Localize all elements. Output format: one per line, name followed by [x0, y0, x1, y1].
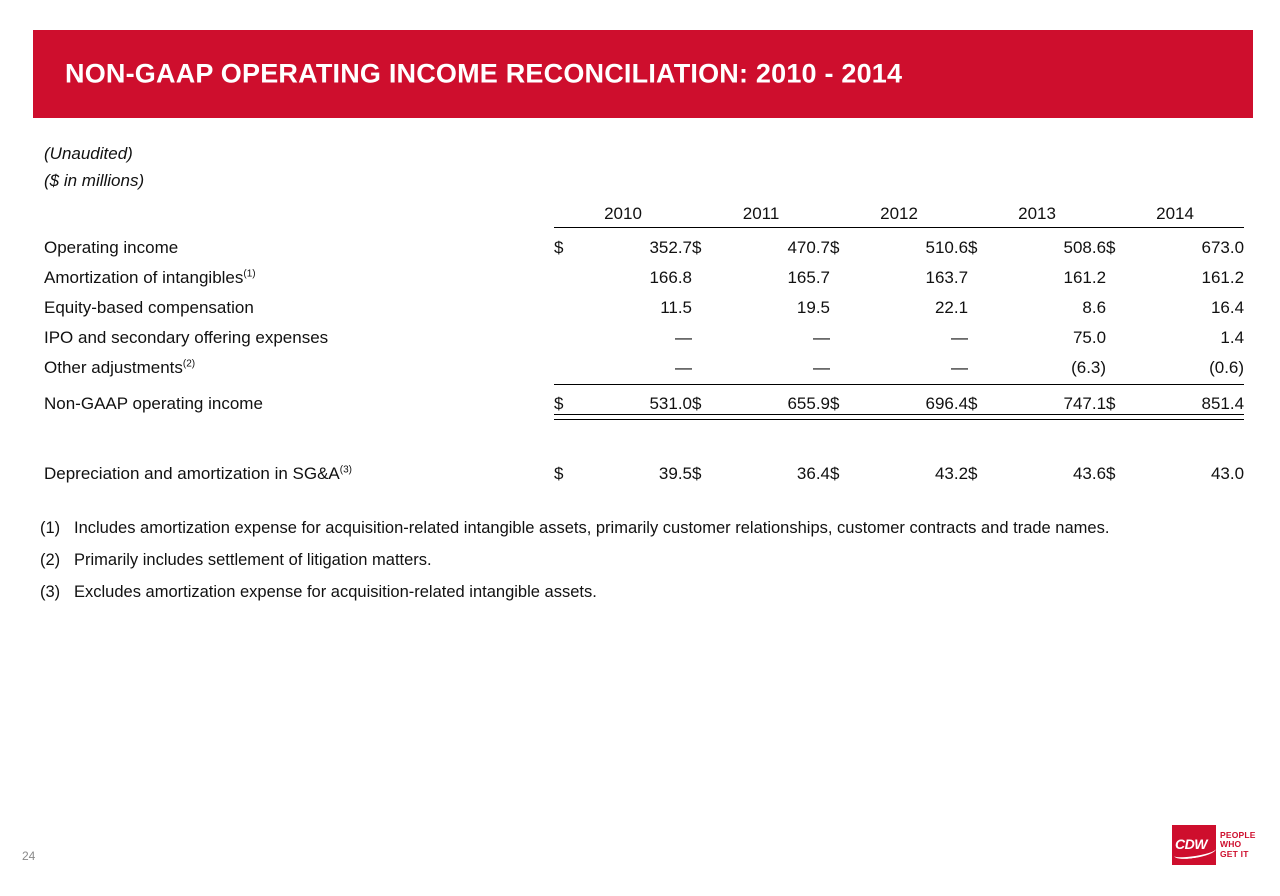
cdw-logo [1172, 823, 1256, 867]
value-equity-comp-2011: 19.5 [796, 297, 831, 317]
currency-blank [968, 348, 998, 378]
currency-2012: $ [830, 237, 840, 257]
table-total-row [44, 384, 1244, 414]
table-row [44, 258, 1244, 288]
currency-blank [554, 348, 584, 378]
value-operating-income-2014: 673.0 [1201, 237, 1245, 257]
value-other-adj-2012: — [951, 357, 969, 377]
footnote-marker: (3) [40, 583, 61, 601]
currency-dep-2013: $ [968, 463, 978, 483]
row-label-text: Operating income [44, 237, 179, 257]
value-ipo-2013: 75.0 [1072, 327, 1107, 347]
table-row [44, 318, 1244, 348]
currency-blank [692, 348, 722, 378]
footnote-text: Excludes amortization expense for acquisition-related intangible assets. [74, 583, 597, 601]
cdw-tagline [1220, 831, 1256, 860]
currency-blank [1106, 258, 1136, 288]
page-title: NON-GAAP OPERATING INCOME RECONCILIATION: 2010 - 2014 [65, 58, 903, 89]
row-label-text: Equity-based compensation [44, 297, 254, 317]
value-non-gaap-2014: 851.4 [1201, 393, 1245, 413]
currency-total-2010: $ [554, 393, 564, 413]
value-operating-income-2013: 508.6 [1063, 237, 1107, 257]
page-number: 24 [22, 849, 36, 863]
value-depreciation-2013: 43.6 [1072, 463, 1107, 483]
tagline-line-2: WHO [1220, 839, 1242, 850]
currency-total-2013: $ [968, 393, 978, 413]
value-operating-income-2010: 352.7 [649, 237, 693, 257]
financial-table-wrap [44, 204, 1244, 484]
table-row [44, 288, 1244, 318]
currency-blank [692, 288, 722, 318]
currency-blank [968, 318, 998, 348]
footnote-marker: (1) [40, 519, 61, 537]
value-other-adj-2014: (0.6) [1209, 357, 1245, 377]
row-label-equity-based-compensation [44, 288, 554, 318]
value-amortization-2013: 161.2 [1063, 267, 1107, 287]
value-equity-comp-2014: 16.4 [1210, 297, 1245, 317]
footnote-text: Includes amortization expense for acquisition-related intangible assets, primarily customer relationships, customer contracts and trade names. [74, 519, 1110, 537]
value-depreciation-2012: 43.2 [934, 463, 969, 483]
header-label-cell [44, 204, 554, 224]
row-label-text: Non-GAAP operating income [44, 394, 263, 413]
value-depreciation-2011: 36.4 [796, 463, 831, 483]
subtitle-unaudited: (Unaudited) [44, 144, 133, 163]
row-label-text: Other adjustments [44, 357, 183, 377]
currency-2011: $ [692, 237, 702, 257]
value-non-gaap-2010: 531.0 [649, 393, 693, 413]
currency-blank [1106, 318, 1136, 348]
currency-dep-2012: $ [830, 463, 840, 483]
currency-total-2014: $ [1106, 393, 1116, 413]
row-label-text: Amortization of intangibles [44, 267, 244, 287]
currency-2014: $ [1106, 237, 1116, 257]
footnote-item [40, 550, 1245, 571]
currency-dep-2010: $ [554, 463, 564, 483]
row-label-amortization-of-intangibles [44, 258, 554, 288]
value-operating-income-2011: 470.7 [787, 237, 831, 257]
currency-total-2012: $ [830, 393, 840, 413]
cdw-wordmark: CDW [1175, 836, 1207, 852]
currency-total-2011: $ [692, 393, 702, 413]
footnote-item [40, 518, 1245, 539]
subtitle-block [44, 140, 144, 194]
currency-blank [692, 258, 722, 288]
value-depreciation-2010: 39.5 [658, 463, 693, 483]
value-amortization-2011: 165.7 [787, 267, 831, 287]
currency-blank [1106, 288, 1136, 318]
value-other-adj-2010: — [675, 357, 693, 377]
value-equity-comp-2012: 22.1 [934, 297, 969, 317]
value-equity-comp-2013: 8.6 [1082, 297, 1107, 317]
currency-blank [554, 288, 584, 318]
table-row [44, 228, 1244, 258]
currency-blank [830, 348, 860, 378]
value-ipo-2010: — [675, 327, 693, 347]
cdw-logo-mark [1172, 825, 1216, 865]
currency-2010: $ [554, 237, 564, 257]
row-label-depreciation-sga [44, 454, 554, 484]
table-spacer-row [44, 419, 1244, 454]
currency-blank [968, 288, 998, 318]
value-amortization-2010: 166.8 [649, 267, 693, 287]
tagline-line-3: GET IT [1220, 848, 1249, 859]
currency-blank [692, 318, 722, 348]
row-label-non-gaap-operating-income [44, 384, 554, 414]
currency-dep-2011: $ [692, 463, 702, 483]
value-amortization-2012: 163.7 [925, 267, 969, 287]
value-ipo-2011: — [813, 327, 831, 347]
currency-dep-2014: $ [1106, 463, 1116, 483]
row-label-operating-income [44, 228, 554, 258]
column-header-2014: 2014 [1156, 204, 1194, 223]
subtitle-units: ($ in millions) [44, 171, 145, 190]
value-amortization-2014: 161.2 [1201, 267, 1245, 287]
value-other-adj-2011: — [813, 357, 831, 377]
table-row [44, 454, 1244, 484]
row-label-ipo-expenses [44, 318, 554, 348]
value-equity-comp-2010: 11.5 [660, 297, 693, 317]
currency-blank [554, 258, 584, 288]
currency-blank [830, 258, 860, 288]
row-label-text: IPO and secondary offering expenses [44, 327, 329, 347]
footnote-ref-2: (2) [182, 357, 196, 369]
footnote-marker: (2) [40, 551, 61, 569]
row-label-text: Depreciation and amortization in SG&A [44, 463, 340, 483]
row-label-other-adjustments [44, 348, 554, 378]
value-ipo-2012: — [951, 327, 969, 347]
currency-blank [830, 288, 860, 318]
value-depreciation-2014: 43.0 [1210, 463, 1245, 483]
tagline-line-1: PEOPLE [1220, 829, 1256, 840]
value-ipo-2014: 1.4 [1220, 327, 1245, 347]
column-header-2013: 2013 [1018, 204, 1056, 223]
footnote-ref-1: (1) [243, 267, 256, 279]
table-row [44, 348, 1244, 378]
slide-title-banner [33, 30, 1253, 118]
footnote-text: Primarily includes settlement of litigation matters. [74, 551, 432, 569]
currency-blank [554, 318, 584, 348]
reconciliation-table [44, 204, 1244, 484]
currency-blank [1106, 348, 1136, 378]
value-non-gaap-2013: 747.1 [1063, 393, 1107, 413]
footnote-item [40, 582, 1245, 603]
column-header-2011: 2011 [742, 204, 780, 223]
footnotes-block [40, 518, 1245, 614]
table-header-row [44, 204, 1244, 224]
currency-blank [968, 258, 998, 288]
column-header-2010: 2010 [604, 204, 642, 223]
spacer-cell [44, 419, 1244, 454]
value-non-gaap-2011: 655.9 [787, 393, 831, 413]
currency-blank [830, 318, 860, 348]
value-operating-income-2012: 510.6 [925, 237, 969, 257]
value-non-gaap-2012: 696.4 [925, 393, 969, 413]
column-header-2012: 2012 [880, 204, 918, 223]
value-other-adj-2013: (6.3) [1071, 357, 1107, 377]
footnote-ref-3: (3) [339, 463, 352, 475]
currency-2013: $ [968, 237, 978, 257]
